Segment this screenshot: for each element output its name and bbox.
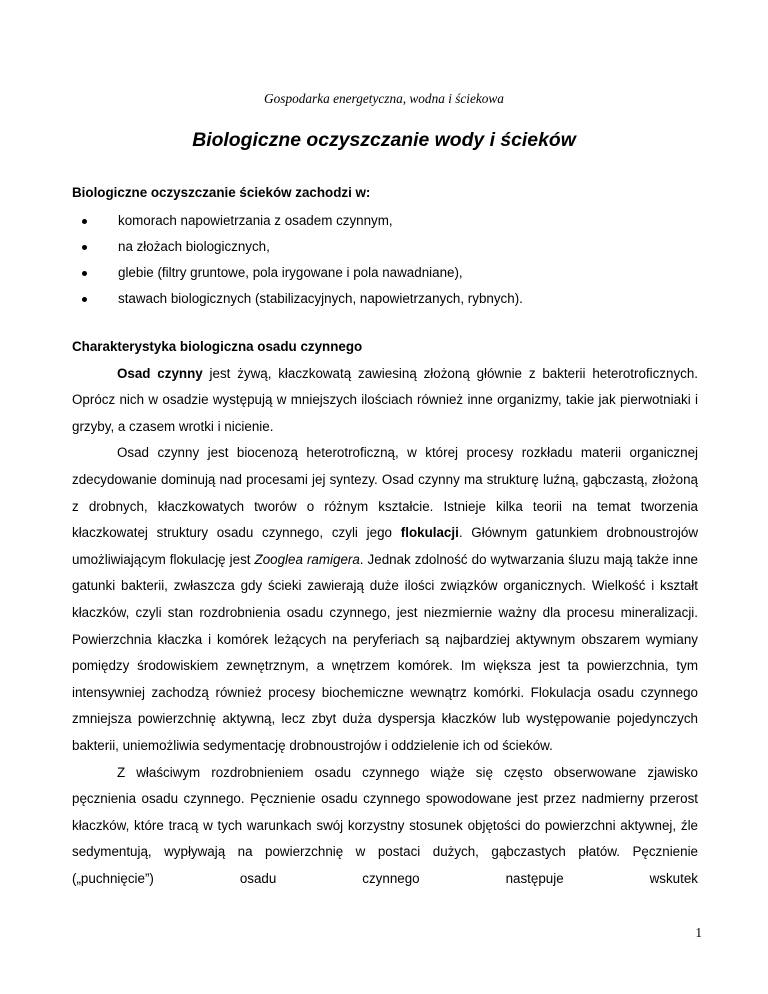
section-treatment-sites <box>72 180 698 313</box>
bullet-icon <box>82 271 87 276</box>
section-heading: Charakterystyka biologiczna osadu czynnego <box>72 339 363 354</box>
list-item: glebie (filtry gruntowe, pola irygowane i pola nawadniane), <box>72 260 698 286</box>
paragraph: Osad czynny jest żywą, kłaczkowatą zawiesiną złożoną głównie z bakterii heterotroficznych. Oprócz nich w osadzie występują w mniejszych ilościach również inne organizmy, takie jak pierwotniaki i grzyby, a czasem wrotki i nicienie. <box>72 365 699 434</box>
list-item: komorach napowietrzania z osadem czynnym, <box>72 208 698 234</box>
page-title: Biologiczne oczyszczanie wody i ścieków <box>192 129 576 151</box>
bullet-list <box>72 208 698 313</box>
page-number: 1 <box>695 925 702 940</box>
section-activated-sludge <box>72 334 698 892</box>
bold-term: flokulacji <box>400 525 459 541</box>
section-heading: Biologiczne oczyszczanie ścieków zachodzi w: <box>72 185 371 200</box>
bullet-icon <box>82 245 87 250</box>
bold-term: Osad czynny <box>117 365 203 381</box>
paragraph: Osad czynny jest biocenozą heterotroficzną, w której procesy rozkładu materii organicznej zdecydowanie dominują nad procesami jej syntezy. Osad czynny ma strukturę luźną, gąbczastą, złożoną z drobnych, kłaczkowatych tworów o różnym kształcie. Istnieje kilka teorii na temat tworzenia kłaczkowatej struktury osadu czynnego, czyli jego flokulacji. Głównym gatunkiem drobnoustrojów umożliwiającym flokulację jest Zooglea ramigera. Jednak zdolność do wytwarzania śluzu mają także inne gatunki bakterii, zwłaszcza gdy ścieki zawierają duże ilości związków organicznych. Wielkość i kształt kłaczków, czyli stan rozdrobnienia osadu czynnego, jest niezmiernie ważny dla procesu mineralizacji. Powierzchnia kłaczka i komórek leżących na peryferiach są najbardziej aktywnym obszarem wymiany pomiędzy środowiskiem zewnętrznym, a wnętrzem komórek. Im większa jest ta powierzchnia, tym intensywniej zachodzą również procesy biochemiczne wewnątrz komórki. Flokulacja osadu czynnego zmniejsza powierzchnię aktywną, lecz zbyt duża dyspersja kłaczków lub występowanie pojedynczych bakterii, uniemożliwia sedymentację drobnoustrojów i oddzielenie ich od ścieków. <box>72 445 698 753</box>
species-name: Zooglea ramigera <box>254 551 360 567</box>
running-header: Gospodarka energetyczna, wodna i ściekowa <box>264 91 504 106</box>
list-item: stawach biologicznych (stabilizacyjnych, napowietrzanych, rybnych). <box>72 286 698 312</box>
bullet-icon <box>82 219 87 224</box>
list-item: na złożach biologicznych, <box>72 234 698 260</box>
bullet-icon <box>82 297 87 302</box>
paragraph: Z właściwym rozdrobnieniem osadu czynnego wiąże się często obserwowane zjawisko pęcznienia osadu czynnego. Pęcznienie osadu czynnego spowodowane jest przez nadmierny przerost kłaczków, które tracą w tych warunkach swój korzystny stosunek objętości do powierzchni aktywnej, źle sedymentują, wypływają na powierzchnię w postaci dużych, gąbczastych płatów. Pęcznienie („puchnięcie”) osadu czynnego następuje wskutek <box>72 764 698 886</box>
